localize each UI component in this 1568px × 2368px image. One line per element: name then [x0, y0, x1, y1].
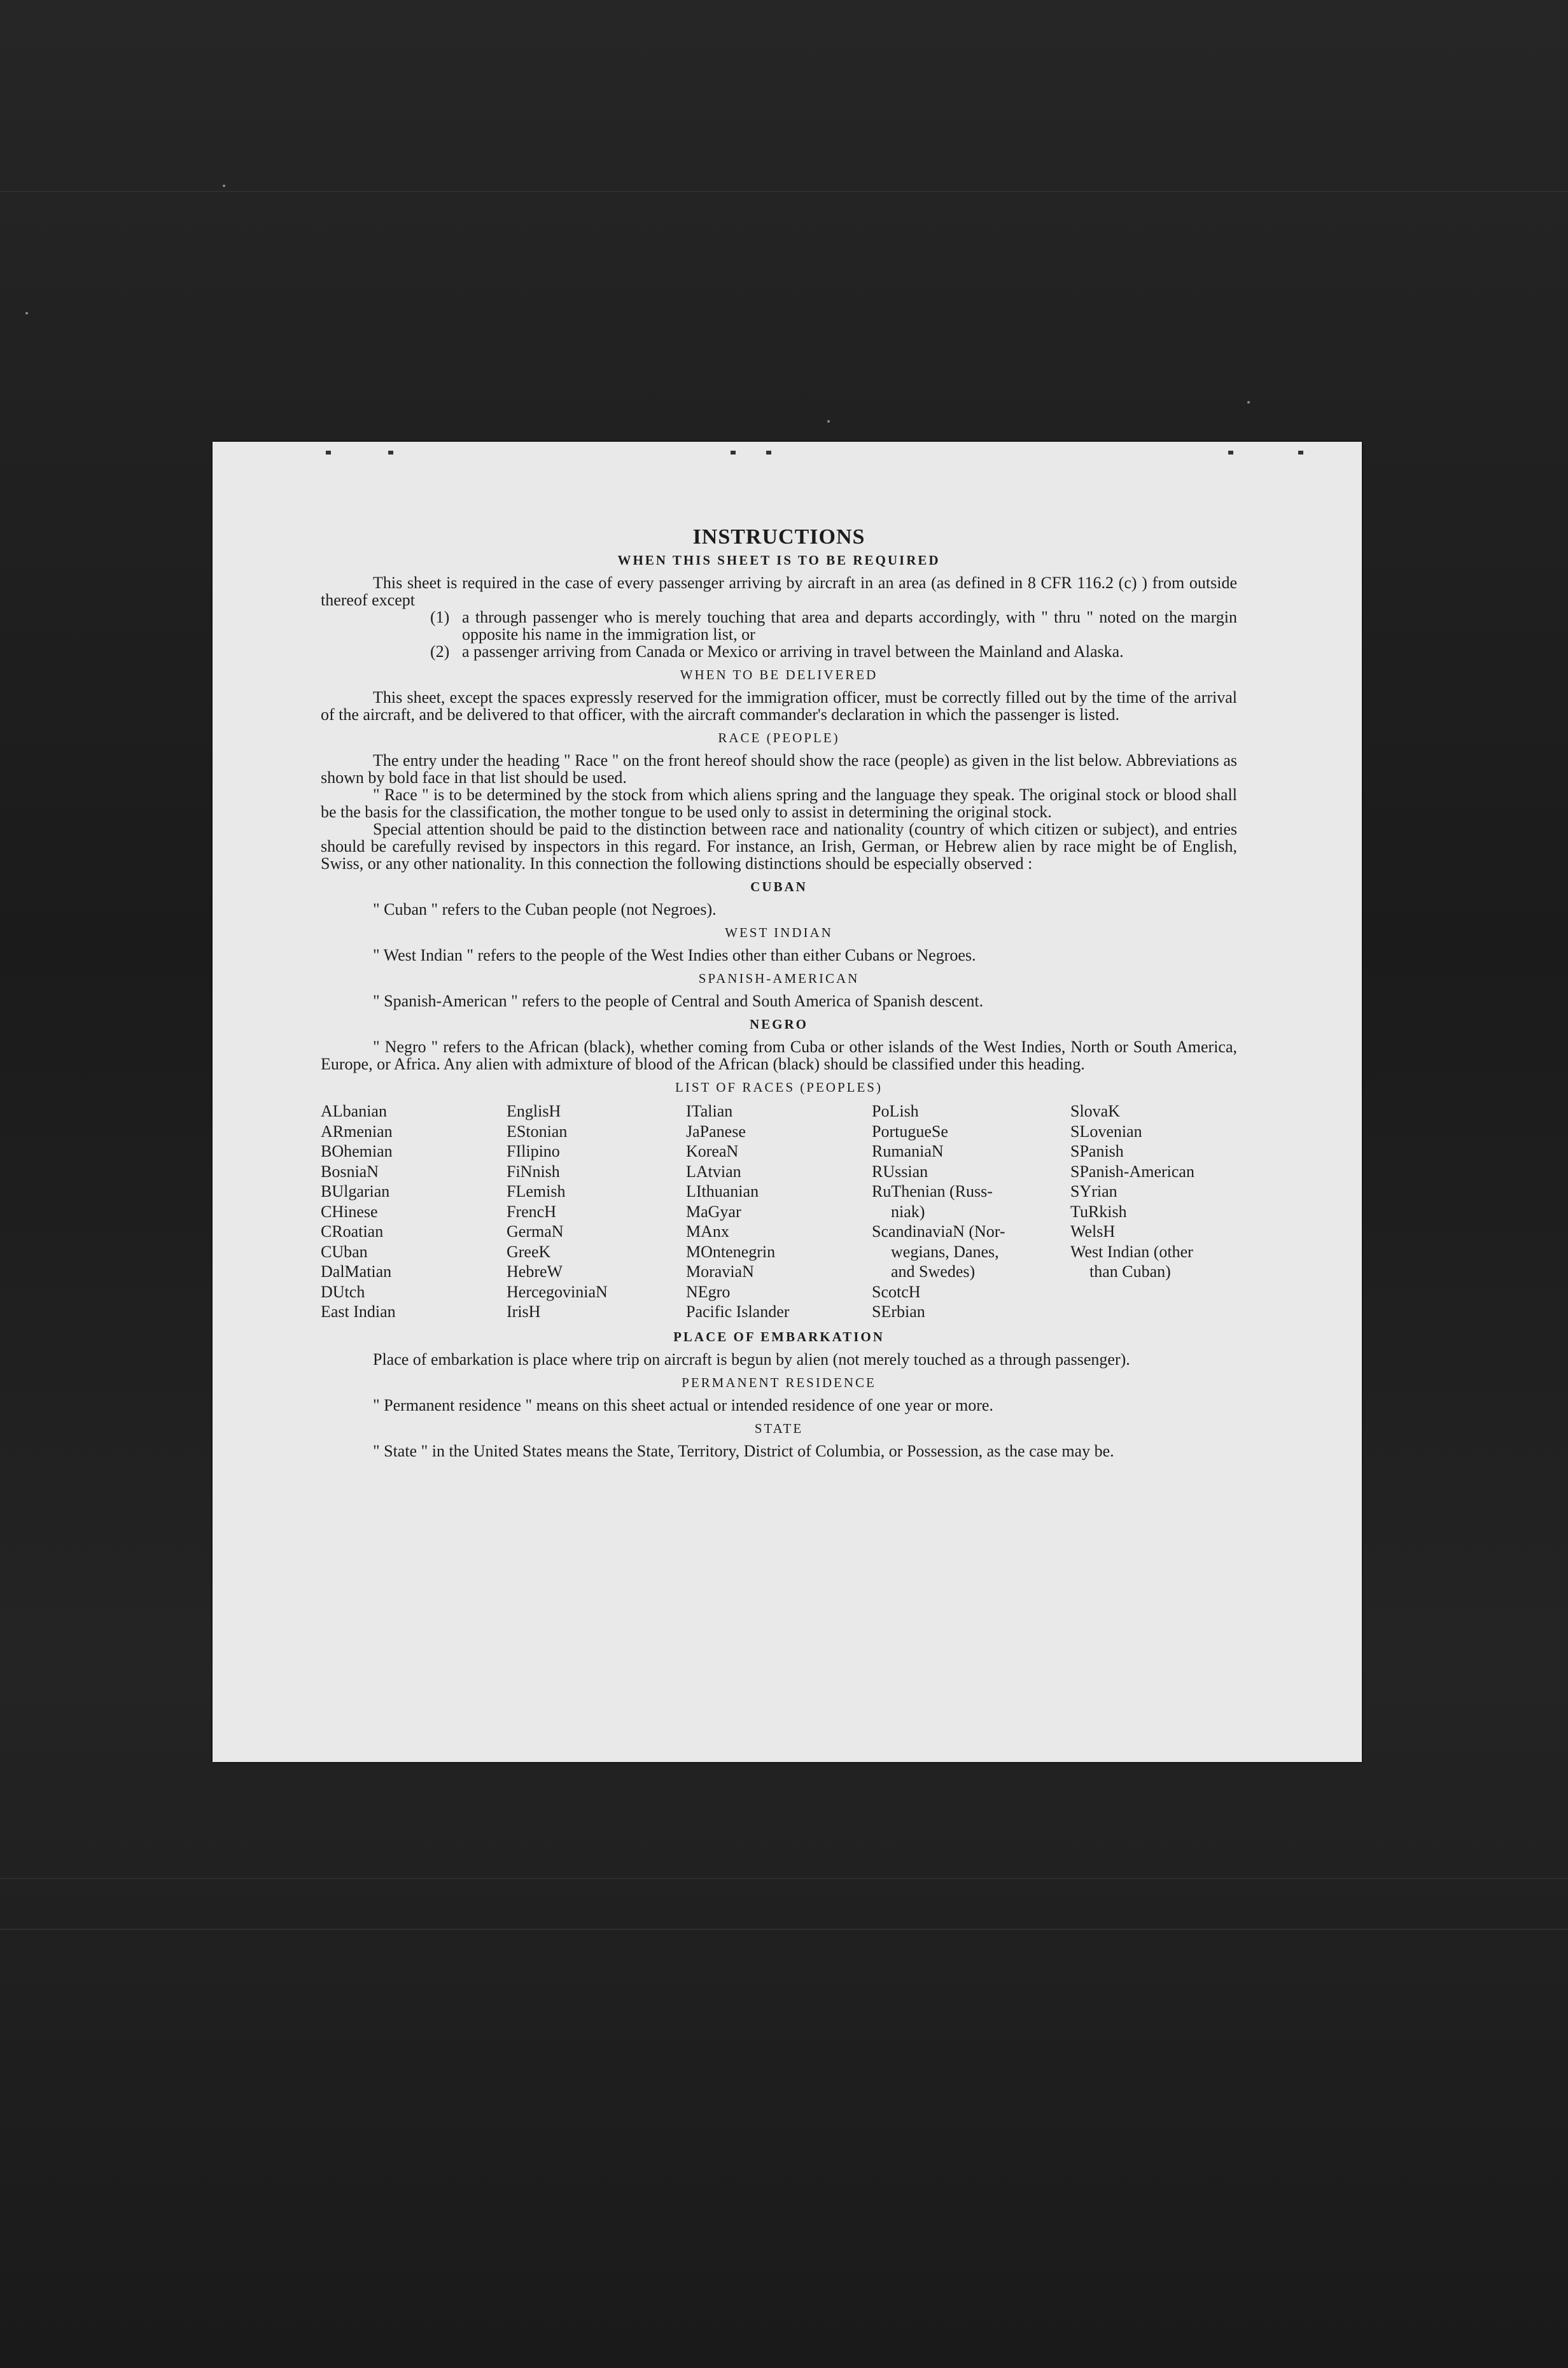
section-heading-embarkation: PLACE OF EMBARKATION: [673, 1328, 885, 1344]
race-entry: BosniaN: [321, 1162, 379, 1181]
scan-line: [0, 1878, 1568, 1879]
dust-speck: [25, 312, 28, 314]
races-column: [872, 1101, 1070, 1322]
race-entry: RuThenian (Russ-: [872, 1182, 993, 1201]
when-delivered-text: This sheet, except the spaces expressly reserved for the immigration officer, must be correctly filled out by the time of the arrival of the aircraft, and be delivered to that officer, with the aircraft commander's declaration in which the passenger is listed.: [321, 688, 1237, 724]
race-entry: EStonian: [507, 1122, 568, 1141]
race-entry: CHinese: [321, 1202, 378, 1221]
race-entry: ALbanian: [321, 1102, 387, 1120]
race-entry: PortugueSe: [872, 1122, 948, 1141]
section-heading-when-required: WHEN THIS SHEET IS TO BE REQUIRED: [617, 553, 941, 568]
instructions-sheet: [213, 442, 1362, 1762]
race-entry: ARmenian: [321, 1122, 393, 1141]
race-entry: HercegoviniaN: [507, 1282, 608, 1301]
race-entry: NEgro: [686, 1282, 731, 1301]
race-entry: SLovenian: [1070, 1122, 1142, 1141]
exception-item: [430, 643, 1237, 660]
scan-line: [0, 1929, 1568, 1930]
race-entry: JaPanese: [686, 1122, 746, 1141]
race-paragraph: " Race " is to be determined by the stock from which aliens spring and the language they speak. The original stock or blood shall be the basis for the classification, the mother tongue to be used only to assist in determining the original stock.: [321, 786, 1237, 821]
race-entry-continued: and Swedes): [891, 1262, 976, 1281]
section-heading-residence: PERMANENT RESIDENCE: [682, 1374, 876, 1390]
race-entry: HebreW: [507, 1262, 563, 1281]
section-heading-state: STATE: [754, 1420, 804, 1436]
negro-text: " Negro " refers to the African (black), whether coming from Cuba or other islands of the West Indies, North or South America, Europe, or Africa. Any alien with admixture of blood of the African (black) should be classified under this heading.: [321, 1038, 1237, 1073]
section-heading-west-indian: WEST INDIAN: [725, 925, 833, 940]
race-entry: FLemish: [507, 1182, 566, 1201]
race-entry-continued: wegians, Danes,: [891, 1242, 999, 1261]
race-entry: MAnx: [686, 1222, 729, 1241]
race-entry: EnglisH: [507, 1102, 561, 1120]
section-heading-negro: NEGRO: [749, 1017, 808, 1032]
item-text: a through passenger who is merely touching that area and departs accordingly, with " thru " noted on the margin opposite his name in the immigration list, or: [462, 608, 1237, 644]
page-title: INSTRUCTIONS: [692, 525, 865, 549]
race-entry: MoraviaN: [686, 1262, 754, 1281]
race-entry-continued: than Cuban): [1089, 1262, 1171, 1281]
race-entry: Pacific Islander: [686, 1302, 790, 1321]
race-entry: DalMatian: [321, 1262, 392, 1281]
punch-marks: [213, 451, 1362, 476]
section-heading-spanish-american: SPANISH-AMERICAN: [698, 971, 860, 986]
race-entry: SlovaK: [1070, 1102, 1120, 1120]
race-entry: IrisH: [507, 1302, 541, 1321]
races-column: [686, 1101, 872, 1322]
dust-speck: [827, 420, 830, 423]
race-entry: FiNnish: [507, 1162, 560, 1181]
dust-speck: [223, 185, 225, 187]
dust-speck: [1247, 401, 1250, 404]
state-text: " State " in the United States means the State, Territory, District of Columbia, or Possession, as the case may be.: [373, 1441, 1114, 1460]
race-entry: TuRkish: [1070, 1202, 1127, 1221]
race-entry: MOntenegrin: [686, 1242, 776, 1261]
race-entry: BUlgarian: [321, 1182, 390, 1201]
item-text: a passenger arriving from Canada or Mexico or arriving in travel between the Mainland and Alaska.: [462, 642, 1124, 661]
document-body: [321, 525, 1237, 1460]
race-entry: BOhemian: [321, 1142, 393, 1160]
section-heading-race: RACE (PEOPLE): [718, 730, 840, 745]
race-entry: GreeK: [507, 1242, 551, 1261]
race-entry: CRoatian: [321, 1222, 384, 1241]
race-entry: SErbian: [872, 1302, 925, 1321]
races-table: [321, 1101, 1237, 1322]
race-entry: SYrian: [1070, 1182, 1117, 1201]
race-entry: KoreaN: [686, 1142, 739, 1160]
race-entry: FrencH: [507, 1202, 556, 1221]
item-number: (2): [430, 642, 450, 661]
section-heading-when-delivered: WHEN TO BE DELIVERED: [680, 667, 878, 682]
race-entry: FIlipino: [507, 1142, 560, 1160]
race-paragraph: The entry under the heading " Race " on the front hereof should show the race (people) as given in the list below. Abbreviations as shown by bold face in that list should be used.: [321, 751, 1237, 787]
west-indian-text: " West Indian " refers to the people of the West Indies other than either Cubans or Negroes.: [373, 946, 976, 964]
race-entry: East Indian: [321, 1302, 396, 1321]
race-entry: PoLish: [872, 1102, 919, 1120]
race-entry: SPanish: [1070, 1142, 1124, 1160]
races-column: [1070, 1101, 1237, 1322]
section-heading-cuban: CUBAN: [750, 879, 808, 894]
item-number: (1): [430, 608, 450, 626]
race-entry: ScandinaviaN (Nor-: [872, 1222, 1005, 1241]
when-required-intro: This sheet is required in the case of every passenger arriving by aircraft in an area (as defined in 8 CFR 116.2 (c) ) from outside thereof except: [321, 574, 1237, 609]
scan-line: [0, 191, 1568, 192]
race-entry: MaGyar: [686, 1202, 741, 1221]
race-entry: SPanish-American: [1070, 1162, 1194, 1181]
exception-item: [430, 609, 1237, 643]
race-entry: LIthuanian: [686, 1182, 759, 1201]
race-entry: DUtch: [321, 1282, 365, 1301]
race-entry: LAtvian: [686, 1162, 741, 1181]
section-heading-list-of-races: LIST OF RACES (PEOPLES): [675, 1080, 883, 1095]
embarkation-text: Place of embarkation is place where trip on aircraft is begun by alien (not merely touched as a through passenger).: [373, 1350, 1130, 1369]
residence-text: " Permanent residence " means on this sheet actual or intended residence of one year or more.: [373, 1395, 993, 1414]
race-entry: GermaN: [507, 1222, 564, 1241]
race-entry: ITalian: [686, 1102, 733, 1120]
race-paragraph: Special attention should be paid to the distinction between race and nationality (country of which citizen or subject), and entries should be carefully revised by inspectors in this regard. For instance, an Irish, German, or Hebrew alien by race might be of English, Swiss, or any other nationality. In this connection the following distinctions should be especially observed :: [321, 820, 1237, 873]
races-column: [321, 1101, 507, 1322]
races-column: [507, 1101, 686, 1322]
race-entry: RumaniaN: [872, 1142, 944, 1160]
spanish-american-text: " Spanish-American " refers to the people of Central and South America of Spanish descent.: [373, 992, 984, 1010]
race-entry: West Indian (other: [1070, 1242, 1193, 1261]
race-entry: RUssian: [872, 1162, 928, 1181]
race-entry-continued: niak): [891, 1202, 925, 1221]
race-entry: CUban: [321, 1242, 368, 1261]
race-entry: ScotcH: [872, 1282, 921, 1301]
race-entry: WelsH: [1070, 1222, 1116, 1241]
cuban-text: " Cuban " refers to the Cuban people (not Negroes).: [373, 900, 717, 919]
